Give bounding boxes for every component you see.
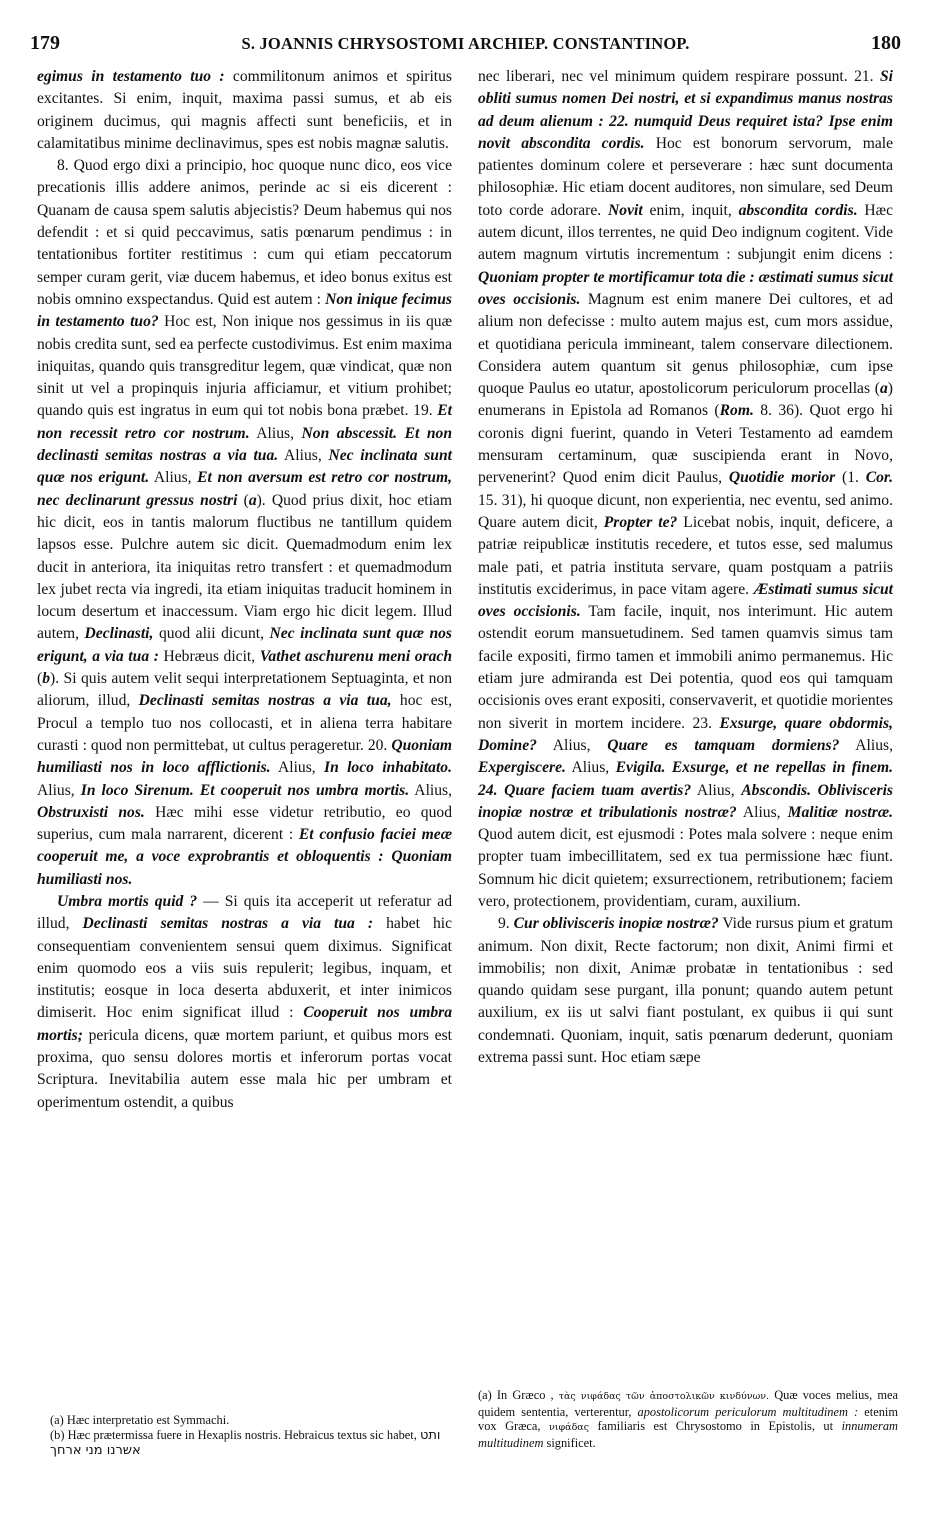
body-text: ) enumerans in Epistola ad Romanos ( bbox=[478, 380, 893, 420]
body-text: 15. 31), hi quoque dicunt, non experientia, nec eventu, sed animo. Quare autem dicit, bbox=[478, 491, 893, 531]
footnote-text: Quæ voces melius, mea quidem sententia, verterentur, bbox=[478, 1388, 898, 1419]
body-text: Alius, bbox=[839, 736, 893, 754]
italic-text: Malitiæ nostræ. bbox=[787, 803, 893, 821]
body-text: Hoc est, Non inique nos gessimus in iis quæ nobis credita sunt, sed ea perfecte custodivimus. Est enim maxima iniquitas, quando quis transgreditur legem, quæ vindicat, quæ non sinit ut vel a propinquis injuria afficiamur, et vitium prohibet; quando quis est ingratus in eum qui tot nobis bona præbet. 19. bbox=[37, 313, 452, 420]
page-number-right: 180 bbox=[871, 32, 901, 54]
body-text: 9. bbox=[498, 915, 514, 933]
body-text: — Si quis ita acceperit ut referatur ad illud, bbox=[37, 892, 452, 933]
italic-text: Quare es tamquam dormiens? bbox=[607, 736, 840, 754]
page-number-left: 179 bbox=[30, 32, 60, 54]
footnote-mark: (b) bbox=[50, 1427, 65, 1442]
body-text: Alius, bbox=[270, 759, 325, 777]
italic-text: Exsurge, quare obdormis, Domine? bbox=[478, 714, 893, 754]
italic-text: Quoniam humiliasti nos in loco afflictionis. bbox=[37, 736, 452, 777]
italic-text: Æstimati sumus sicut oves occisionis. bbox=[478, 580, 893, 621]
body-text: Alius, bbox=[565, 759, 616, 777]
italic-text: Declinasti semitas nostras a via tua : bbox=[82, 915, 374, 933]
italic-text: a bbox=[248, 491, 257, 509]
left-column bbox=[37, 66, 452, 1114]
italic-text: b bbox=[42, 670, 50, 688]
paragraph bbox=[478, 913, 893, 1069]
body-text: ). Si quis autem velit sequi interpretationem Septuaginta, et non aliorum, illud, bbox=[37, 670, 452, 710]
footnote-b bbox=[50, 1428, 470, 1459]
body-text: commilitonum animos et spiritus excitantes. Si enim, inquit, maxima passi sumus, et ab eis originem ducimus, qui magnis affecti sunt beneficiis, et in calamitatibus minime declinavimus, spes est nobis magnæ salutis. bbox=[37, 68, 452, 152]
italic-text: In loco Sirenum. Et cooperuit nos umbra mortis. bbox=[80, 781, 410, 799]
body-text: 8. 36). Quot ergo hi coronis digni fuerint, quando in Veteri Testamento ad eamdem mensuram certaminum, quæ suscipienda erant in Novo, pervenerint? Quod enim dicit Paulus, bbox=[478, 402, 893, 487]
body-text: Alius, bbox=[736, 803, 788, 821]
body-text: Hoc est bonorum servorum, male patientes dominum colere et perseverare : hæc sunt documenta philosophiæ. Hic etiam docent auditores, non simulare, sed Deum toto corde adorare. bbox=[478, 134, 893, 219]
italic-text: Nec inclinata sunt quæ nos erigunt. bbox=[37, 447, 452, 487]
body-text: Hæc autem dicunt, illos terrentes, ne quid Deo indignum cogitent. Vide autem magnum virtutis incrementum : subjungit enim dicens : bbox=[478, 201, 894, 264]
paragraph bbox=[37, 155, 452, 891]
footnote-italic: apostolicorum periculorum multitudinem : bbox=[637, 1404, 859, 1419]
body-text: Alius, bbox=[249, 424, 302, 442]
body-text: Magnum est enim manere Dei cultores, et ad alium non defecisse : multo autem majus est, cum mors assidue, et quotidiana pericula immineant, talem conservare dilectionem. Considera autem quantum sit genus philosophiæ, cum ipse quoque Paulus eo utatur, apostolicorum periculorum procellas ( bbox=[478, 290, 893, 398]
body-text: Licebat nobis, inquit, deficere, a patriæ reipublicæ institutis recedere, et tutos esse, sed malumus male pati, et patria instituta servare, quam postquam a patriis institutis exciderimus, in pace vitam agere. bbox=[478, 513, 893, 598]
italic-text: Nec inclinata sunt quæ nos erigunt, a via tua : bbox=[37, 625, 452, 665]
italic-text: Si obliti sumus nomen Dei nostri, et si expandimus manus nostras ad deum alienum : 22. numquid Deus requiret ista? Ipse enim novit abscondita cordis. bbox=[478, 68, 893, 152]
body-text: ( bbox=[37, 670, 43, 688]
footnote-text: Hæc prætermissa fuere in Hexaplis nostris. Hebraicus textus sic habet, bbox=[67, 1427, 417, 1442]
italic-text: Obstruxisti nos. bbox=[37, 803, 145, 821]
body-text: 8. Quod ergo dixi a principio, hoc quoque nunc dico, eos vice precationis illis addere animos, perinde ac si eis dicerent : Quanam de causa spem salutis abjecistis? Deum habemus qui nos defendit : et si quid peccavimus, satis pœnarum pendimus : in tentationibus fortiter restitimus : cum qui etiam peccatorum semper curam gerit, viæ ducem habemus, et ideo bonus exitus est nobis omnino exspectandus. Quid est autem : bbox=[37, 157, 452, 308]
running-header bbox=[30, 32, 901, 58]
body-text: Alius, bbox=[536, 736, 608, 754]
footnote-a bbox=[50, 1413, 470, 1428]
italic-text: Expergiscere. bbox=[478, 759, 566, 777]
italic-text: Propter te? bbox=[603, 513, 678, 531]
hebrew-text: ותט אשרנו מני ארחך bbox=[50, 1427, 441, 1459]
italic-text: Cooperuit nos umbra mortis; bbox=[37, 1004, 452, 1044]
italic-text: Declinasti semitas nostras a via tua, bbox=[138, 692, 392, 710]
body-text: Tam facile, inquit, nos interimunt. Hic autem ostendit eorum mansuetudinem. Sed tamen quamvis simus tam facile expositi, firmo tamen et immobili animo permanemus. Hic etiam jure admiranda est Dei potentia, quod eos qui tamquam occisionis oves erant expositi, conservaverit, et quotidie morientes non siverit in mortem incidere. 23. bbox=[478, 603, 893, 732]
italic-text: egimus in testamento tuo : bbox=[37, 68, 225, 85]
footnote-right bbox=[478, 1388, 898, 1450]
body-text: ( bbox=[237, 491, 249, 509]
body-text: enim, inquit, bbox=[642, 201, 739, 219]
footnote-text: significet. bbox=[546, 1435, 596, 1450]
paragraph bbox=[37, 891, 452, 1114]
italic-text: Novit bbox=[608, 201, 643, 219]
italic-text: Declinasti, bbox=[84, 625, 154, 643]
body-text: ). Quod prius dixit, hoc etiam hic dicit, eos in tantis malorum fluctibus ne tantillum quidem lapsos esse. Pulchre autem sic dicit. Quemadmodum enim lex ducit in anteriora, ita iniquitas retro transfert : et quemadmodum lex jubet recta via ingredi, ita etiam iniquitas traducit hominem in locum desertum et inaccessum. Viam ergo hic dicit legem. Illud autem, bbox=[37, 491, 452, 643]
italic-text: Quoniam propter te mortificamur tota die : æstimati sumus sicut oves occisionis. bbox=[478, 268, 893, 308]
italic-text: Et non recessit retro cor nostrum. bbox=[37, 402, 452, 442]
body-text: Vide rursus pium et gratum animum. Non dixit, Recte factorum; non dixit, Animi firmi et immobilis; non dixit, Animæ probatæ in tentationibus : sed quando quidam sese purgant, illa ponunt; quando autem petunt auxilium, ex iis ut salvi fiant postulant, ex quibus ii qui sunt condemnati. Quoniam, inquit, satis pœnarum dederunt, quoniam extrema passi sunt. Hoc etiam sæpe bbox=[478, 915, 894, 1067]
body-text: Alius, bbox=[149, 469, 198, 487]
greek-text: τὰς νιφάδας τῶν ἀποστολικῶν κινδύνων. bbox=[558, 1391, 770, 1402]
body-text: nec liberari, nec vel minimum quidem respirare possunt. 21. bbox=[478, 68, 880, 85]
italic-text: abscondita cordis. bbox=[738, 201, 858, 219]
footnotes-left bbox=[50, 1413, 470, 1459]
footnote-text: familiaris est Chrysostomo in Epistolis, ut bbox=[597, 1419, 834, 1434]
paragraph bbox=[478, 66, 893, 913]
italic-text: Rom. bbox=[719, 402, 754, 420]
paragraph bbox=[37, 66, 452, 155]
body-text: Quod autem dicit, est ejusmodi : Potes mala solvere : neque enim propter tuam imbecillitatem, sed ex tua permissione hæc fiunt. Somnum hic dicit quietem; exsurrectionem, retributionem; faciem vero, protectionem, providentiam, curam, auxilium. bbox=[478, 826, 893, 910]
italic-text: Cur oblivisceris inopiæ nostræ? bbox=[513, 915, 719, 933]
italic-text: Abscondis. Oblivisceris inopiæ nostræ et tribulationis nostræ? bbox=[478, 781, 893, 821]
body-text: Alius, bbox=[409, 781, 452, 799]
italic-text: Et confusio faciei meæ cooperuit me, a voce exprobrantis et obloquentis : Quoniam humiliasti nos. bbox=[37, 826, 452, 888]
body-text: (1. bbox=[835, 469, 866, 487]
body-text: Alius, bbox=[691, 781, 742, 799]
italic-text: a bbox=[880, 380, 888, 398]
body-text: hoc est, Procul a templo tuo nos collocasti, et in aliena terra habitare curasti : quod non permittebat, ut cultus perageretur. 20. bbox=[37, 692, 453, 754]
italic-text: Umbra mortis quid ? bbox=[57, 892, 198, 910]
footnote-a-right bbox=[478, 1388, 898, 1450]
body-text: Alius, bbox=[37, 781, 81, 799]
right-column bbox=[478, 66, 893, 1069]
italic-text: Non inique fecimus in testamento tuo? bbox=[37, 290, 452, 331]
greek-text: νιφάδας bbox=[549, 1422, 590, 1434]
body-text: Hæc mihi esse videtur retributio, eo quod superius, cum mala narrarent, dicerent : bbox=[37, 803, 452, 844]
italic-text: Quotidie morior bbox=[728, 469, 836, 487]
italic-text: Et non aversum est retro cor nostrum, nec declinarunt gressus nostri bbox=[37, 469, 452, 509]
body-text: Alius, bbox=[278, 447, 329, 465]
italic-text: Cor. bbox=[865, 469, 893, 487]
footnote-mark: (a) bbox=[478, 1388, 492, 1402]
italic-text: Vathet aschurenu meni orach bbox=[259, 647, 453, 665]
body-text: quod alii dicunt, bbox=[153, 625, 270, 643]
body-text: pericula dicens, quæ mortem pariunt, et quibus mors est proxima, quo sensu dolores mortis et inferorum portas vocat Scriptura. Inevitabilia autem esse mala hic per umbram et operimentum ostendit, a quibus bbox=[37, 1026, 452, 1111]
italic-text: In loco inhabitato. bbox=[324, 759, 452, 777]
body-text: Hebræus dicit, bbox=[158, 647, 260, 665]
running-title: S. JOANNIS CHRYSOSTOMI ARCHIEP. CONSTANTINOP. bbox=[241, 34, 690, 53]
footnote-mark: (a) bbox=[50, 1413, 64, 1427]
italic-text: Non abscessit. Et non declinasti semitas nostras a via tua. bbox=[37, 424, 452, 465]
footnote-italic: innumeram multitudinem bbox=[478, 1419, 899, 1450]
italic-text: Evigila. Exsurge, et ne repellas in finem. 24. Quare faciem tuam avertis? bbox=[478, 759, 893, 799]
footnote-text: Hæc interpretatio est Symmachi. bbox=[66, 1413, 230, 1427]
body-text: habet hic consequentiam convenientem sensui quem diximus. Significat enim quomodo eos a viis suis repulerit; legibus, inquam, et institutis; eosque in loca deserta abduxerit, et inter inimicos dimiserit. Hoc enim significat illud : bbox=[37, 915, 453, 1022]
footnote-text: In Græco , bbox=[496, 1388, 554, 1402]
footnote-text: etenim vox Græca, bbox=[478, 1404, 898, 1434]
